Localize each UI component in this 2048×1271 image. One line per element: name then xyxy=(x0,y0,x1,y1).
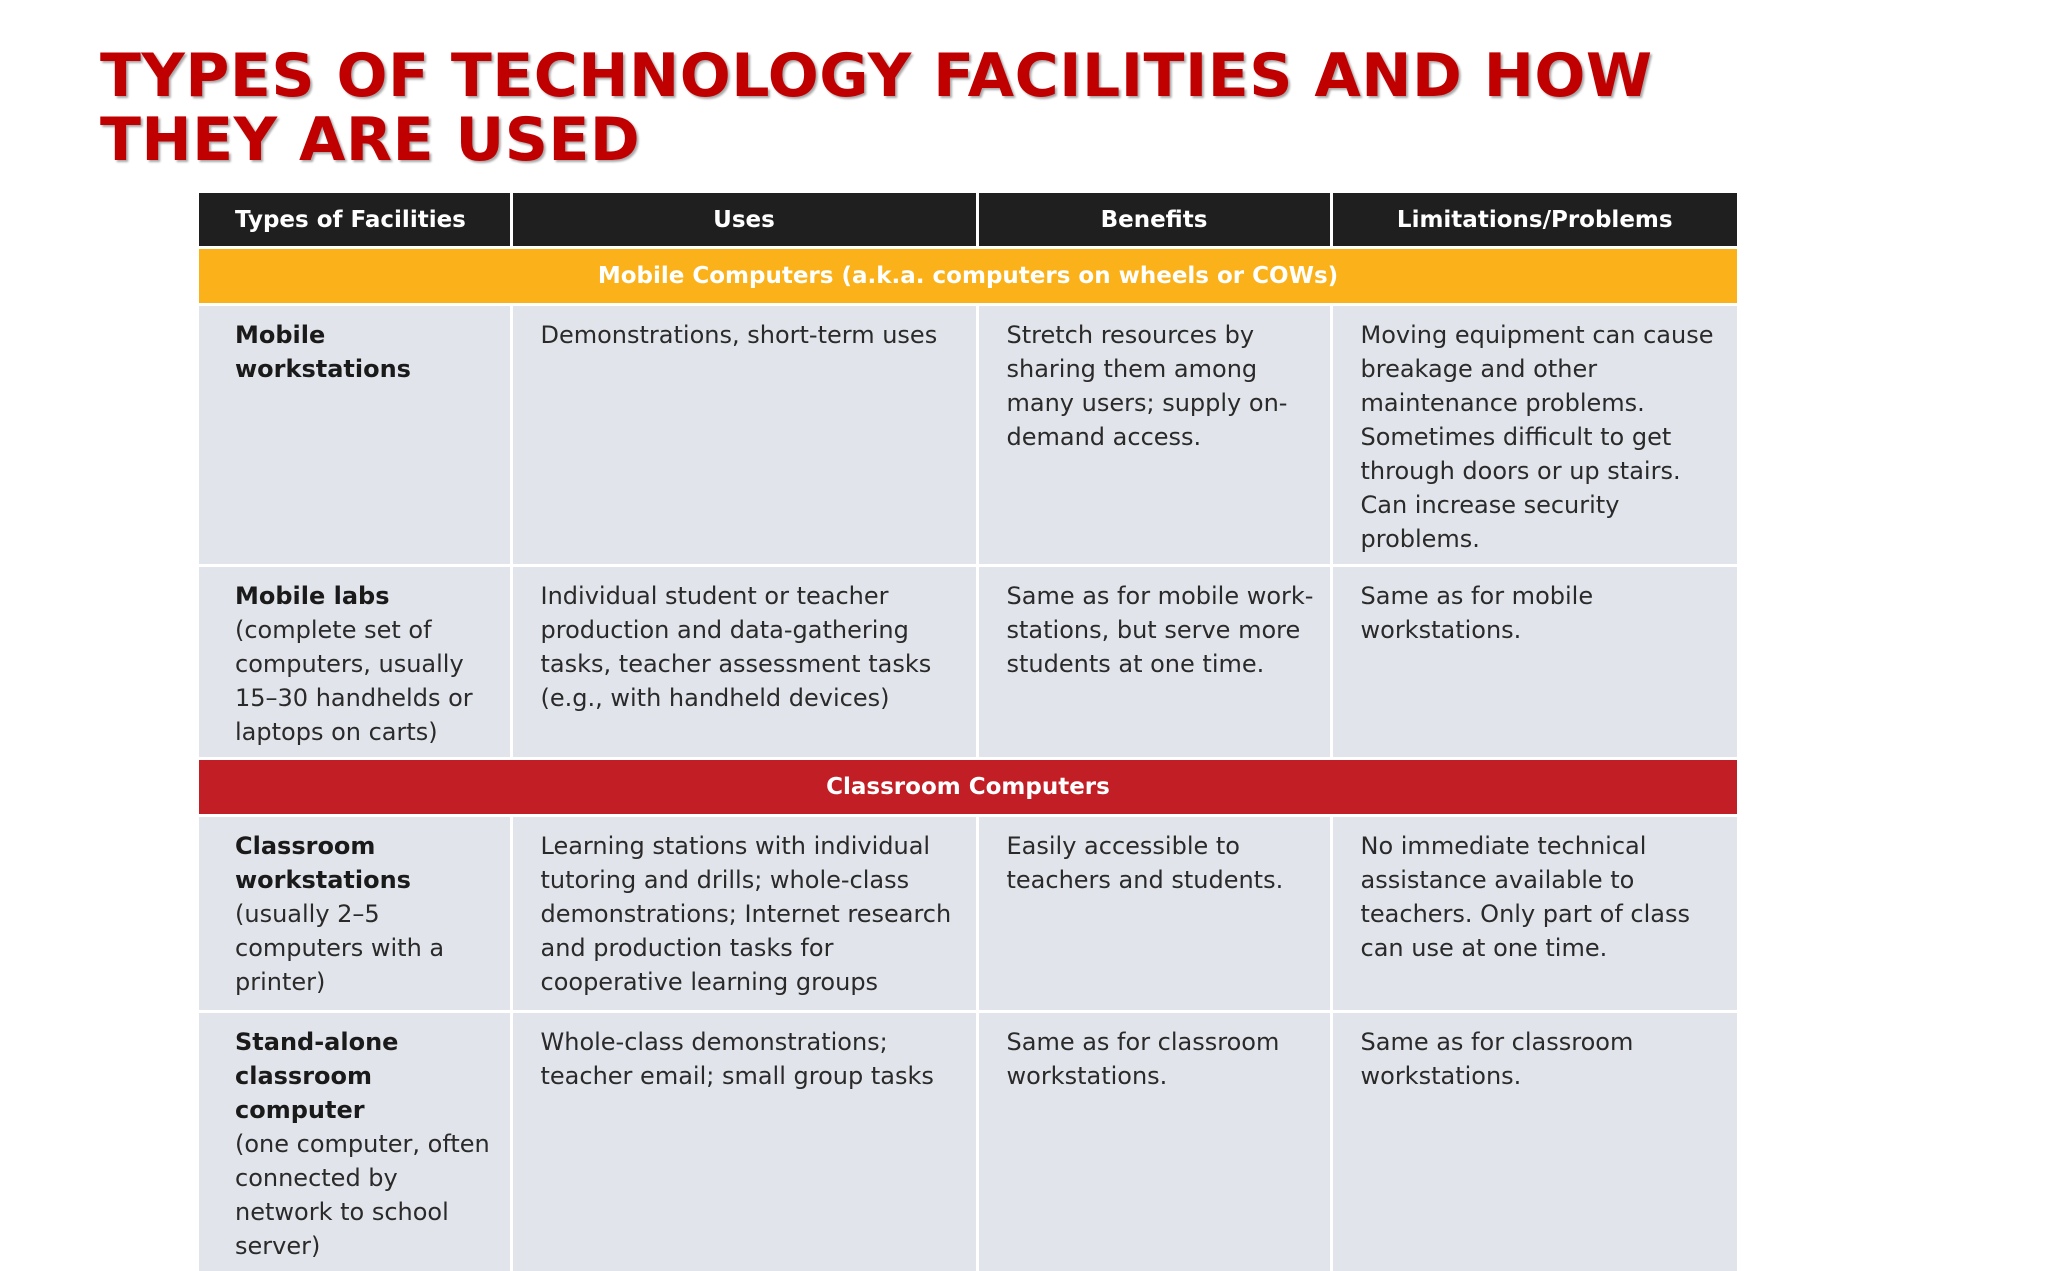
facility-name: Mobile workstations xyxy=(235,318,496,386)
table-row xyxy=(199,816,1737,1012)
uses-cell: Learning stations with individual tutoring and drills; whole-class demonstrations; Internet research and production tasks for cooperative learning groups xyxy=(511,816,977,1012)
facility-cell xyxy=(199,305,511,566)
facility-name: Classroom workstations xyxy=(235,829,496,897)
header-uses: Uses xyxy=(511,193,977,248)
slide-title-line-1: TYPES OF TECHNOLOGY FACILITIES AND HOW xyxy=(100,44,1800,108)
slide-title-line-2: THEY ARE USED xyxy=(100,108,1800,172)
table-row xyxy=(199,566,1737,759)
benefits-cell: Same as for mobile work-stations, but serve more students at one time. xyxy=(977,566,1331,759)
facility-cell xyxy=(199,1012,511,1271)
table-header-row xyxy=(199,193,1737,248)
facility-name: Stand-alone classroom computer xyxy=(235,1025,496,1127)
slide-title xyxy=(100,44,1800,172)
header-limitations: Limitations/Problems xyxy=(1331,193,1737,248)
facility-note: (usually 2–5 computers with a printer) xyxy=(235,897,496,999)
benefits-cell: Same as for classroom workstations. xyxy=(977,1012,1331,1271)
facility-cell xyxy=(199,816,511,1012)
section-row-mobile-computers xyxy=(199,248,1737,305)
uses-cell: Individual student or teacher production and data-gathering tasks, teacher assessment tasks (e.g., with handheld devices) xyxy=(511,566,977,759)
section-row-classroom-computers xyxy=(199,759,1737,816)
limitations-cell: Same as for classroom workstations. xyxy=(1331,1012,1737,1271)
header-benefits: Benefits xyxy=(977,193,1331,248)
section-title: Mobile Computers (a.k.a. computers on wheels or COWs) xyxy=(199,248,1737,305)
limitations-cell: No immediate technical assistance available to teachers. Only part of class can use at one time. xyxy=(1331,816,1737,1012)
table-row xyxy=(199,1012,1737,1271)
facility-cell xyxy=(199,566,511,759)
uses-cell: Demonstrations, short-term uses xyxy=(511,305,977,566)
facility-note: (complete set of computers, usually 15–30 handhelds or laptops on carts) xyxy=(235,613,496,749)
facility-note: (one computer, often connected by network to school server) xyxy=(235,1127,496,1263)
benefits-cell: Stretch resources by sharing them among many users; supply on-demand access. xyxy=(977,305,1331,566)
benefits-cell: Easily accessible to teachers and students. xyxy=(977,816,1331,1012)
section-title: Classroom Computers xyxy=(199,759,1737,816)
uses-cell: Whole-class demonstrations; teacher email; small group tasks xyxy=(511,1012,977,1271)
table-row xyxy=(199,305,1737,566)
limitations-cell: Moving equipment can cause breakage and other maintenance problems. Sometimes difficult to get through doors or up stairs. Can increase security problems. xyxy=(1331,305,1737,566)
limitations-cell: Same as for mobile workstations. xyxy=(1331,566,1737,759)
technology-facilities-table xyxy=(199,193,1737,1271)
facility-name: Mobile labs xyxy=(235,579,496,613)
header-types-of-facilities: Types of Facilities xyxy=(199,193,511,248)
